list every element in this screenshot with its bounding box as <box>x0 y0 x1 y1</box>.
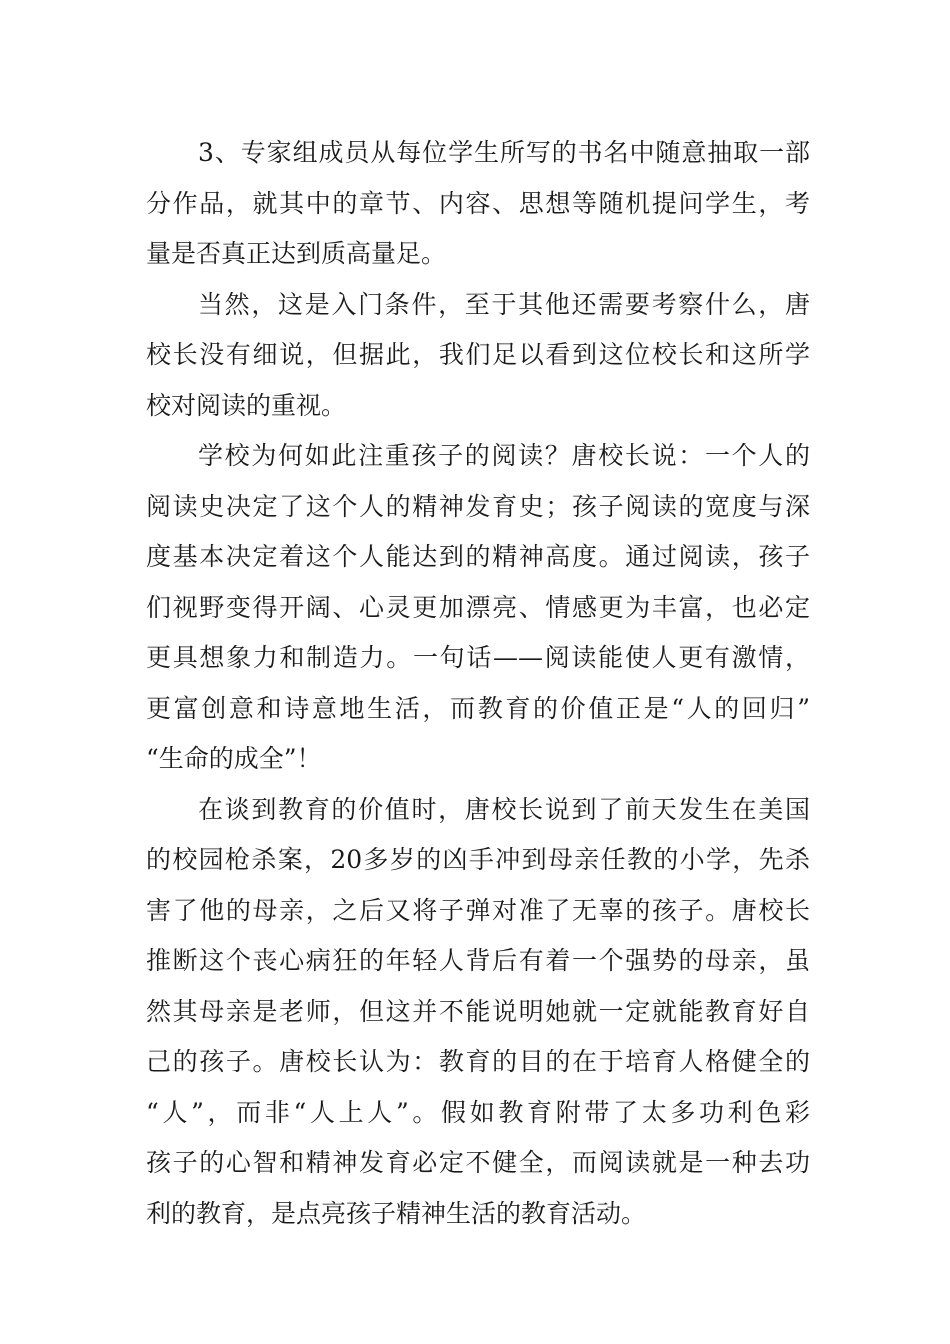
paragraph-line: 推断这个丧心病狂的年轻人背后有着一个强势的母亲，虽 <box>146 946 810 975</box>
paragraph-line: 量是否真正达到质高量足。 <box>146 239 447 268</box>
paragraph-line: 阅读史决定了这个人的精神发育史；孩子阅读的宽度与深 <box>146 491 810 521</box>
paragraph-line: 然其母亲是老师，但这并不能说明她就一定就能教育好自 <box>146 996 810 1026</box>
paragraph-line: 害了他的母亲，之后又将子弹对准了无辜的孩子。唐校长 <box>146 895 810 925</box>
paragraph-line: 当然，这是入门条件，至于其他还需要考察什么，唐 <box>198 289 810 319</box>
body-text <box>146 128 810 1239</box>
paragraph-line: 更富创意和诗意地生活，而教育的价值正是“人的回归” <box>146 693 810 723</box>
paragraph-line: 在谈到教育的价值时，唐校长说到了前天发生在美国 <box>198 794 810 824</box>
paragraph-line: 们视野变得开阔、心灵更加漂亮、情感更为丰富，也必定 <box>146 592 810 622</box>
paragraph-line: 校长没有细说，但据此，我们足以看到这位校长和这所学 <box>146 340 810 369</box>
paragraph-line: 利的教育，是点亮孩子精神生活的教育活动。 <box>146 1198 647 1228</box>
paragraph-line: “生命的成全”！ <box>146 744 322 773</box>
paragraph-line: 孩子的心智和精神发育必定不健全，而阅读就是一种去功 <box>146 1148 810 1177</box>
paragraph-4 <box>146 785 810 1240</box>
paragraph-line: 的校园枪杀案，20多岁的凶手冲到母亲任教的小学，先杀 <box>146 845 810 874</box>
paragraph-line: 校对阅读的重视。 <box>146 390 347 420</box>
paragraph-line: 学校为何如此注重孩子的阅读？唐校长说：一个人的 <box>198 441 810 470</box>
paragraph-line: 度基本决定着这个人能达到的精神高度。通过阅读，孩子 <box>146 542 810 571</box>
paragraph-line: 己的孩子。唐校长认为：教育的目的在于培育人格健全的 <box>146 1047 810 1076</box>
paragraph-line: 更具想象力和制造力。一句话——阅读能使人更有激情， <box>146 643 810 672</box>
paragraph-line: 分作品，就其中的章节、内容、思想等随机提问学生，考 <box>146 188 810 218</box>
paragraph-1 <box>146 128 810 280</box>
paragraph-line: 3、专家组成员从每位学生所写的书名中随意抽取一部 <box>198 138 810 167</box>
paragraph-2 <box>146 280 810 432</box>
paragraph-line: “人”，而非“人上人”。假如教育附带了太多功利色彩 <box>146 1097 810 1127</box>
paragraph-3 <box>146 431 810 785</box>
